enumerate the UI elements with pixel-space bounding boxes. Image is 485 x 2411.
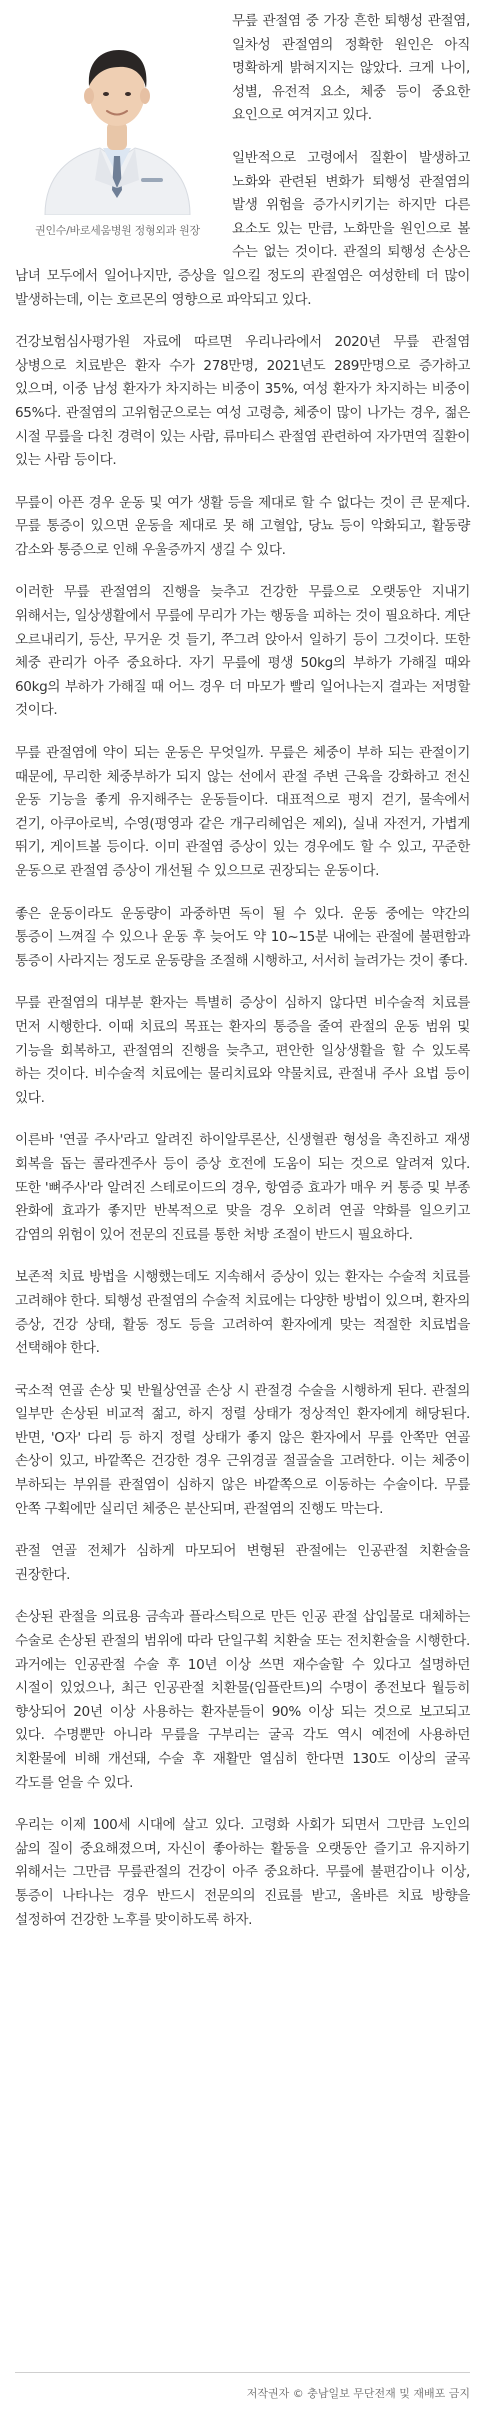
paragraph: 무릎 관절염에 약이 되는 운동은 무엇일까. 무릎은 체중이 부하 되는 관절이기 때문에, 무리한 체중부하가 되지 않는 선에서 관절 주변 근육을 강화하고 전신 운동 기능을 좋게 유지해주는 운동들이다. 대표적으로 평지 걷기, 물속에서 걷기, 아쿠아로빅, 수영(평영과 같은 개구리헤엄은 제외), 실내 자전거, 가볍게 뛰기, 게이트볼 등이다. 이미 관절염 증상이 있는 경우에도 할 수 있고, 꾸준한 운동으로 관절염 증상이 개선될 수 있으므로 권장되는 운동이다.	[15, 745, 470, 879]
paragraph: 무릎 관절염 중 가장 흔한 퇴행성 관절염, 일차성 관절염의 정확한 원인은 아직 명확하게 밝혀지지는 않았다. 크게 나이, 성별, 유전적 요소, 체중 등이 중요한 요인으로 여겨지고 있다.	[232, 13, 470, 124]
paragraph: 좋은 운동이라도 운동량이 과중하면 독이 될 수 있다. 운동 중에는 약간의 통증이 느껴질 수 있으나 운동 후 늦어도 약 10~15분 내에는 관절에 불편함과 통증이 사라지는 정도로 운동량을 조절해 시행하고, 서서히 늘려가는 것이 좋다.	[15, 905, 470, 969]
copyright-notice: 저작권자 © 충남일보 무단전재 및 재배포 금지	[246, 2387, 470, 2400]
paragraph: 무릎이 아픈 경우 운동 및 여가 생활 등을 제대로 할 수 없다는 것이 큰 문제다. 무릎 통증이 있으면 운동을 제대로 못 해 고혈압, 당뇨 등이 악화되고, 활동량 감소와 통증으로 인해 우울증까지 생길 수 있다.	[15, 494, 470, 558]
paragraph: 관절 연골 전체가 심하게 마모되어 변형된 관절에는 인공관절 치환술을 권장한다.	[15, 1543, 470, 1583]
paragraph: 국소적 연골 손상 및 반월상연골 손상 시 관절경 수술을 시행하게 된다. 관절의 일부만 손상된 비교적 젊고, 하지 정렬 상태가 정상적인 환자에게 해당된다. 반면, 'O자' 다리 등 하지 정렬 상태가 좋지 않은 환자에서 무릎 안쪽만 연골 손상이 있고, 바깥쪽은 건강한 경우 근위경골 절골술을 고려한다. 이는 체중이 부하되는 부위를 관절염이 심하지 않은 바깥쪽으로 이동하는 수술이다. 무릎 안쪽 구획에만 실리던 체중은 분산되며, 관절염의 진행도 막는다.	[15, 1382, 470, 1517]
paragraph: 보존적 치료 방법을 시행했는데도 지속해서 증상이 있는 환자는 수술적 치료를 고려해야 한다. 퇴행성 관절염의 수술적 치료에는 다양한 방법이 있으며, 환자의 증상, 건강 상태, 활동 정도 등을 고려하여 환자에게 맞는 적절한 치료법을 선택해야 한다.	[15, 1269, 470, 1357]
copyright-footer	[15, 2372, 470, 2401]
doctor-figure	[15, 10, 220, 238]
doctor-photo	[15, 10, 220, 215]
paragraph: 우리는 이제 100세 시대에 살고 있다. 고령화 사회가 되면서 그만큼 노인의 삶의 질이 중요해졌으며, 자신이 좋아하는 활동을 오랫동안 즐기고 유지하기 위해서는 그만큼 무릎관절의 건강이 아주 중요하다. 무릎에 불편감이나 이상, 통증이 나타나는 경우 반드시 전문의의 진료를 받고, 올바른 치료 방향을 설정하여 건강한 노후를 맞이하도록 하자.	[15, 1817, 470, 1928]
paragraph: 이른바 '연골 주사'라고 알려진 하이알루론산, 신생혈관 형성을 촉진하고 재생 회복을 돕는 콜라겐주사 등이 증상 호전에 도움이 되는 것으로 알려져 있다. 또한 '뼈주사'라 알려진 스테로이드의 경우, 항염증 효과가 매우 커 통증 및 부종 완화에 효과가 좋지만 반복적으로 맞을 경우 오히려 연골 약화를 일으키고 감염의 위험이 있어 전문의 진료를 통한 처방 조절이 반드시 필요하다.	[15, 1132, 470, 1243]
paragraph: 무릎 관절염의 대부분 환자는 특별히 증상이 심하지 않다면 비수술적 치료를 먼저 시행한다. 이때 치료의 목표는 환자의 통증을 줄여 관절의 운동 범위 및 기능을 회복하고, 관절염의 진행을 늦추고, 편안한 일상생활을 할 수 있도록 하는 것이다. 비수술적 치료에는 물리치료와 약물치료, 관절내 주사 요법 등이 있다.	[15, 995, 470, 1106]
photo-caption: 권인수/바로세움병원 정형외과 원장	[35, 224, 200, 237]
doctor-portrait-image	[15, 10, 220, 215]
paragraph: 건강보험심사평가원 자료에 따르면 우리나라에서 2020년 무릎 관절염 상병으로 치료받은 환자 수가 278만명, 2021년도 289만명으로 증가하고 있으며, 이중 남성 환자가 차지하는 비중이 35%, 여성 환자가 차지하는 비중이 65%다. 관절염의 고위험군으로는 여성 고령층, 체중이 많이 나가는 경우, 젊은 시절 무릎을 다친 경력이 있는 사람, 류마티스 관절염 관련하여 자가면역 질환이 있는 사람 등이다.	[15, 334, 470, 469]
paragraph: 손상된 관절을 의료용 금속과 플라스틱으로 만든 인공 관절 삽입물로 대체하는 수술로 손상된 관절의 범위에 따라 단일구획 치환술 또는 전치환술을 시행한다. 과거에는 인공관절 수술 후 10년 이상 쓰면 재수술할 수 있다고 설명하던 시절이 있었으나, 최근 인공관절 치환물(임플란트)의 수명이 종전보다 월등히 향상되어 20년 이상 사용하는 환자분들이 90% 이상 되는 것으로 보고되고 있다. 수명뿐만 아니라 무릎을 구부리는 굴곡 각도 역시 예전에 사용하던 치환물에 비해 개선돼, 수술 후 재활만 열심히 한다면 130도 이상의 굴곡 각도를 얻을 수 있다.	[15, 1609, 470, 1791]
paragraph: 일반적으로 고령에서 질환이 발생하고 노화와 관련된 변화가 퇴행성 관절염의 발생 위험을 증가시키기는 하지만 다른 요소도 있는 만큼, 노화만을 원인으로 볼 수는 없는 것이다. 관절의 퇴행성 손상은 남녀 모두에서 일어나지만, 증상을 일으킬 정도의 관절염은 여성한테 더 많이 발생하는데, 이는 호르몬의 영향으로 파악되고 있다.	[15, 149, 470, 308]
paragraph: 이러한 무릎 관절염의 진행을 늦추고 건강한 무릎으로 오랫동안 지내기 위해서는, 일상생활에서 무릎에 무리가 가는 행동을 피하는 것이 필요하다. 계단 오르내리기, 등산, 무거운 것 들기, 쭈그려 앉아서 일하기 등이 그것이다. 또한 체중 관리가 아주 중요하다. 자기 무릎에 평생 50kg의 부하가 가해질 때와 60kg의 부하가 가해질 때 어느 경우 더 마모가 빨리 일어나는지 결과는 저명할 것이다.	[15, 584, 470, 719]
